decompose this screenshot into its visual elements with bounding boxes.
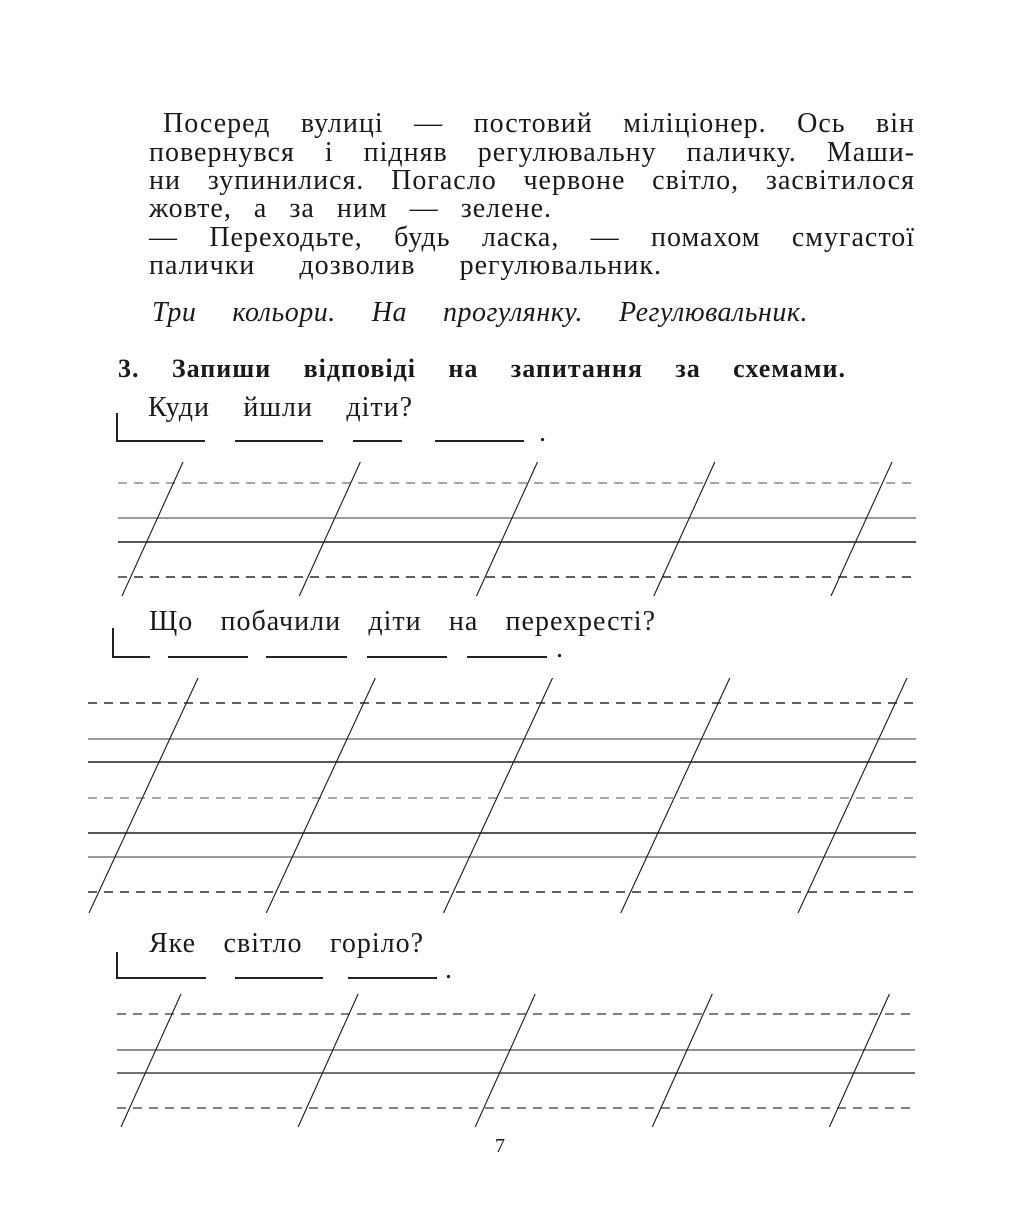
passage-line: жовте, а за ним — зелене. <box>149 193 552 224</box>
scheme-end-mark: . <box>445 954 452 985</box>
ruling-slant-line <box>621 678 730 913</box>
ruling-slant-line <box>121 994 181 1127</box>
question-text: Що побачили діти на перехресті? <box>149 606 656 637</box>
passage-line: Посеред вулиці — постовий міліціонер. Ось він <box>163 108 915 139</box>
ruling-slant-line <box>798 678 907 913</box>
title-options: Три кольори. На прогулянку. Регулювальник. <box>152 297 808 328</box>
scheme-first-word-corner <box>113 628 150 657</box>
question-text: Куди йшли діти? <box>148 392 413 423</box>
ruling-slant-line <box>122 462 183 596</box>
ruling-slant-line <box>89 678 198 913</box>
question-text: Яке світло горіло? <box>149 928 424 959</box>
passage-line: ни зупинилися. Погасло червоне світло, засвітилося <box>149 165 915 196</box>
passage-line: — Переходьте, будь ласка, — помахом смугастої <box>149 222 915 253</box>
ruling-slant-line <box>266 678 375 913</box>
page-number: 7 <box>495 1135 505 1157</box>
ruling-slant-line <box>444 678 553 913</box>
ruling-slant-line <box>299 462 360 596</box>
ruling-slant-line <box>298 994 358 1127</box>
ruling-slant-line <box>654 462 715 596</box>
task-heading: 3. Запиши відповіді на запитання за схемами. <box>118 354 846 383</box>
ruling-slant-line <box>831 462 892 596</box>
ruling-slant-line <box>829 994 889 1127</box>
passage-line: палички дозволив регулювальник. <box>149 250 662 281</box>
ruling-slant-line <box>477 462 538 596</box>
scheme-end-mark: . <box>539 417 546 448</box>
scheme-end-mark: . <box>556 633 563 664</box>
ruling-slant-line <box>475 994 535 1127</box>
ruling-slant-line <box>652 994 712 1127</box>
passage-line: повернувся і підняв регулювальну паличку. Маши- <box>149 137 915 168</box>
